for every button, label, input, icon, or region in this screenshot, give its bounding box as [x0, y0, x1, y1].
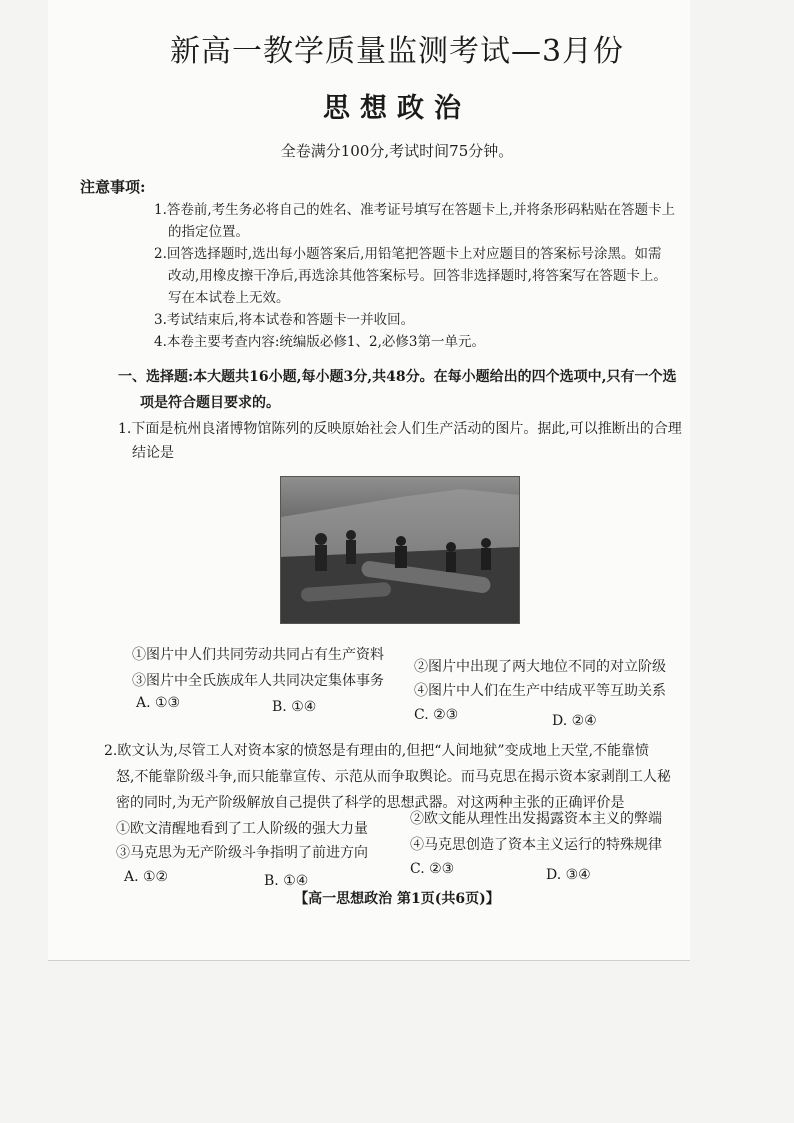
q1-option-b: B. ①④ — [272, 699, 317, 715]
q2-statement-4: ④马克思创造了资本主义运行的特殊规律 — [410, 837, 662, 853]
notice-line: 2.回答选择题时,选出每小题答案后,用铅笔把答题卡上对应题目的答案标号涂黑。如需 — [154, 246, 662, 262]
q1-statement-2: ②图片中出现了两大地位不同的对立阶级 — [414, 659, 666, 675]
exam-title: 新高一教学质量监测考试—3月份 — [169, 34, 625, 69]
notice-line: 写在本试卷上无效。 — [168, 290, 290, 306]
photo-scene — [281, 477, 519, 623]
notice-line: 改动,用橡皮擦干净后,再选涂其他答案标号。回答非选择题时,将答案写在答题卡上。 — [168, 268, 667, 284]
q1-option-c: C. ②③ — [414, 707, 459, 723]
q2-option-a: A. ①② — [124, 869, 169, 885]
notice-heading: 注意事项: — [80, 178, 146, 196]
page-footer: 【高一思想政治 第1页(共6页)】 — [294, 891, 500, 907]
q1-statement-1: ①图片中人们共同劳动共同占有生产资料 — [132, 647, 384, 663]
q1-statement-3: ③图片中全氏族成年人共同决定集体事务 — [132, 673, 384, 689]
q1-option-d: D. ②④ — [552, 713, 597, 729]
q2-stem-cont: 密的同时,为无产阶级解放自己提供了科学的思想武器。对这两种主张的正确评价是 — [116, 795, 625, 811]
q2-stem-cont: 怒,不能靠阶级斗争,而只能靠宣传、示范从而争取舆论。而马克思在揭示资本家剥削工人秘 — [116, 769, 671, 785]
subject-title: 思想政治 — [323, 93, 471, 124]
q2-statement-3: ③马克思为无产阶级斗争指明了前进方向 — [116, 845, 368, 861]
q2-option-b: B. ①④ — [264, 873, 309, 889]
q2-option-c: C. ②③ — [410, 861, 455, 877]
notice-line: 1.答卷前,考生务必将自己的姓名、准考证号填写在答题卡上,并将条形码粘贴在答题卡上 — [154, 202, 675, 218]
q1-stem: 1.下面是杭州良渚博物馆陈列的反映原始社会人们生产活动的图片。据此,可以推断出的合理 — [118, 421, 682, 437]
q2-statement-1: ①欧文清醒地看到了工人阶级的强大力量 — [116, 821, 368, 837]
notice-line: 3.考试结束后,将本试卷和答题卡一并收回。 — [154, 312, 415, 328]
exam-meta: 全卷满分100分,考试时间75分钟。 — [280, 142, 514, 160]
q2-statement-2: ②欧文能从理性出发揭露资本主义的弊端 — [410, 811, 662, 827]
liangzhu-museum-photo — [280, 476, 520, 624]
q2-stem: 2.欧文认为,尽管工人对资本家的愤怒是有理由的,但把“人间地狱”变成地上天堂,不能靠愤 — [104, 743, 650, 759]
section-heading: 一、选择题:本大题共16小题,每小题3分,共48分。在每小题给出的四个选项中,只有一个选 — [118, 369, 677, 385]
notice-line: 的指定位置。 — [168, 224, 249, 240]
q1-option-a: A. ①③ — [136, 695, 181, 711]
notice-line: 4.本卷主要考查内容:统编版必修1、2,必修3第一单元。 — [154, 334, 485, 350]
q1-stem-cont: 结论是 — [132, 445, 174, 461]
section-heading-cont: 项是符合题目要求的。 — [140, 395, 280, 411]
q1-statement-4: ④图片中人们在生产中结成平等互助关系 — [414, 683, 666, 699]
q2-option-d: D. ③④ — [546, 867, 591, 883]
